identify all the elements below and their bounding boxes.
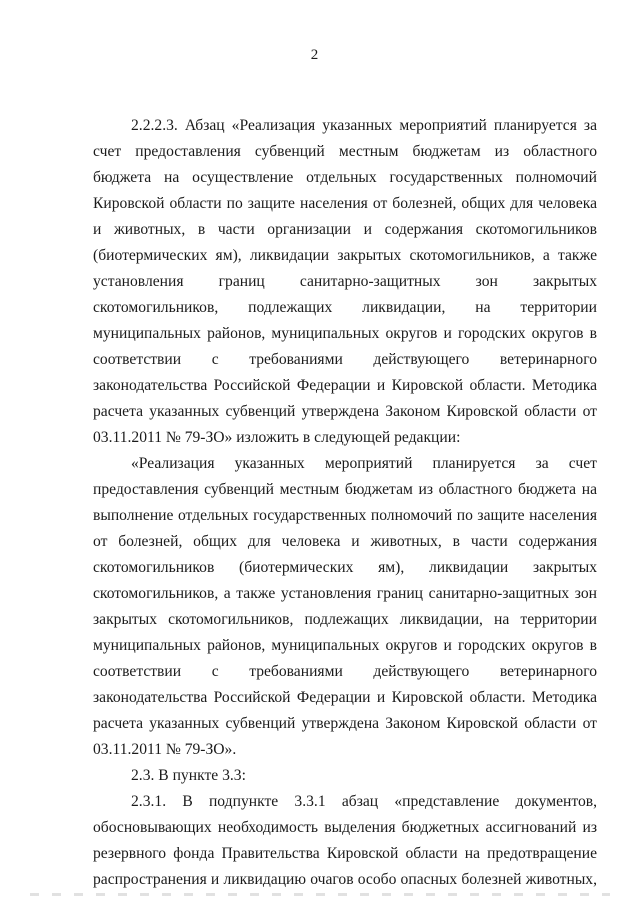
paragraph-2-2-2-3: 2.2.2.3. Абзац «Реализация указанных мероприятий планируется за счет предоставления субвенций местным бюджетам из областного бюджета на осуществление отдельных государственных полномочий Кировской области по защите населения от болезней, общих для человека и животных, в части организации и содержания скотомогильников (биотермических ям), ликвидации закрытых скотомогильников, а также установления границ санитарно-защитных зон закрытых скотомогильников, подлежащих ликвидации, на территории муниципальных районов, муниципальных округов и городских округов в соответствии с требованиями действующего ветеринарного законодательства Российской Федерации и Кировской области. Методика расчета указанных субвенций утверждена Законом Кировской области от 03.11.2011 № 79-ЗО» изложить в следующей редакции:: [93, 117, 597, 446]
paragraph-2-3: 2.3. В пункте 3.3:: [131, 767, 246, 784]
document-body: [93, 113, 597, 893]
page-number: 2: [310, 47, 319, 63]
scan-bottom-edge: [30, 893, 610, 896]
paragraph-2-3-1: 2.3.1. В подпункте 3.3.1 абзац «представление документов, обосновывающих необходимость выделения бюджетных ассигнований из резервного фонда Правительства Кировской области на предотвращение распространения и ликвидацию очагов особо опасных болезней животных,: [93, 793, 597, 888]
paragraph-new-wording: «Реализация указанных мероприятий планируется за счет предоставления субвенций местным бюджетам из областного бюджета на выполнение отдельных государственных полномочий по защите населения от болезней, общих для человека и животных, в части содержания скотомогильников (биотермических ям), ликвидации закрытых скотомогильников, а также установления границ санитарно-защитных зон закрытых скотомогильников, подлежащих ликвидации, на территории муниципальных районов, муниципальных округов и городских округов в соответствии с требованиями действующего ветеринарного законодательства Российской Федерации и Кировской области. Методика расчета указанных субвенций утверждена Законом Кировской области от 03.11.2011 № 79-ЗО».: [93, 455, 597, 758]
